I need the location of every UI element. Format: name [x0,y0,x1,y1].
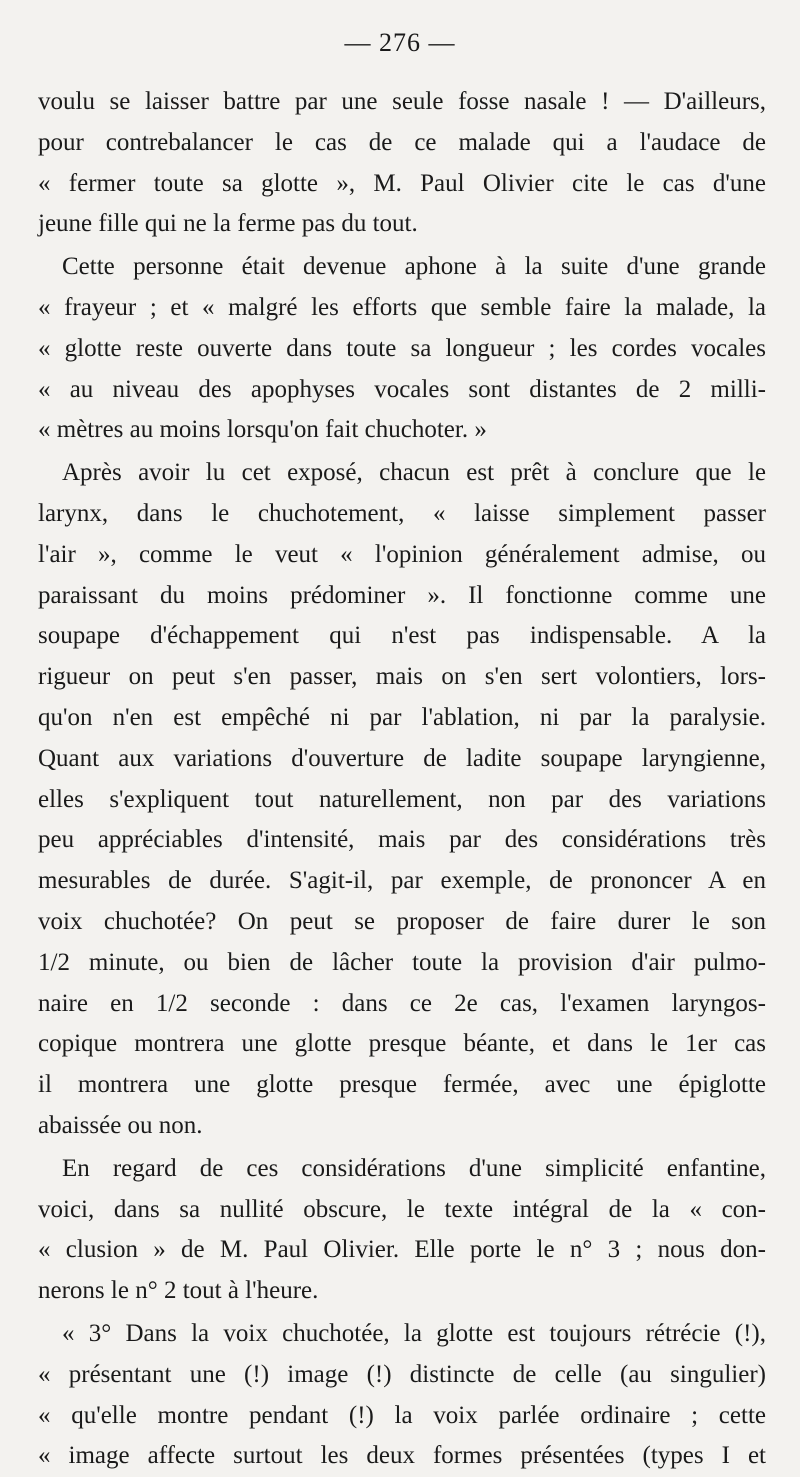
text-line: rigueur on peut s'en passer, mais on s'en sert volontiers, lors- [38,663,766,691]
text-line: il montrera une glotte presque fermée, avec une épiglotte [38,1071,766,1099]
text-line: « frayeur ; et « malgré les efforts que semble faire la malade, la [38,293,766,321]
text-line: « qu'elle montre pendant (!) la voix parlée ordinaire ; cette [38,1401,766,1429]
text-line: « présentant une (!) image (!) distincte de celle (au singulier) [38,1360,766,1388]
text-line: voix chuchotée? On peut se proposer de faire durer le son [38,907,766,935]
text-line: « image affecte surtout les deux formes présentées (types I et [38,1442,766,1470]
text-line: l'air », comme le veut « l'opinion généralement admise, ou [38,540,766,568]
text-line: Cette personne était devenue aphone à la suite d'une grande [62,253,766,281]
text-line: soupape d'échappement qui n'est pas indispensable. A la [38,622,766,650]
text-line: « fermer toute sa glotte », M. Paul Olivier cite le cas d'une [38,169,766,197]
text-line: « clusion » de M. Paul Olivier. Elle porte le n° 3 ; nous don- [38,1236,766,1264]
text-line: jeune fille qui ne la ferme pas du tout. [38,210,418,238]
text-line: « glotte reste ouverte dans toute sa longueur ; les cordes vocales [38,334,766,362]
text-line: elles s'expliquent tout naturellement, non par des variations [38,785,766,813]
text-line: En regard de ces considérations d'une simplicité enfantine, [62,1154,766,1182]
text-line: Après avoir lu cet exposé, chacun est prêt à conclure que le [62,459,766,487]
text-line: copique montrera une glotte presque béante, et dans le 1er cas [38,1030,766,1058]
text-line: Quant aux variations d'ouverture de ladite soupape laryngienne, [38,744,766,772]
text-line: « au niveau des apophyses vocales sont distantes de 2 milli- [38,375,766,403]
text-line: paraissant du moins prédominer ». Il fonctionne comme une [38,581,766,609]
body-text [38,82,766,1477]
text-line: 1/2 minute, ou bien de lâcher toute la provision d'air pulmo- [38,948,766,976]
text-line: peu appréciables d'intensité, mais par des considérations très [38,826,766,854]
text-line: voulu se laisser battre par une seule fosse nasale ! — D'ailleurs, [38,88,766,115]
text-line: naire en 1/2 seconde : dans ce 2e cas, l'examen laryngos- [38,989,766,1017]
page-number: — 276 — [344,28,456,57]
text-line: voici, dans sa nullité obscure, le texte intégral de la « con- [38,1195,766,1223]
text-line: « mètres au moins lorsqu'on fait chuchoter. » [38,416,487,444]
text-line: abaissée ou non. [38,1111,203,1139]
text-line: pour contrebalancer le cas de ce malade qui a l'audace de [38,128,766,156]
text-line: « 3° Dans la voix chuchotée, la glotte est toujours rétrécie (!), [62,1319,766,1347]
text-line: mesurables de durée. S'agit-il, par exemple, de prononcer A en [38,867,766,895]
text-line: qu'on n'en est empêché ni par l'ablation, ni par la paralysie. [38,703,766,731]
text-line: nerons le n° 2 tout à l'heure. [38,1277,319,1305]
text-line: larynx, dans le chuchotement, « laisse simplement passer [38,499,766,527]
